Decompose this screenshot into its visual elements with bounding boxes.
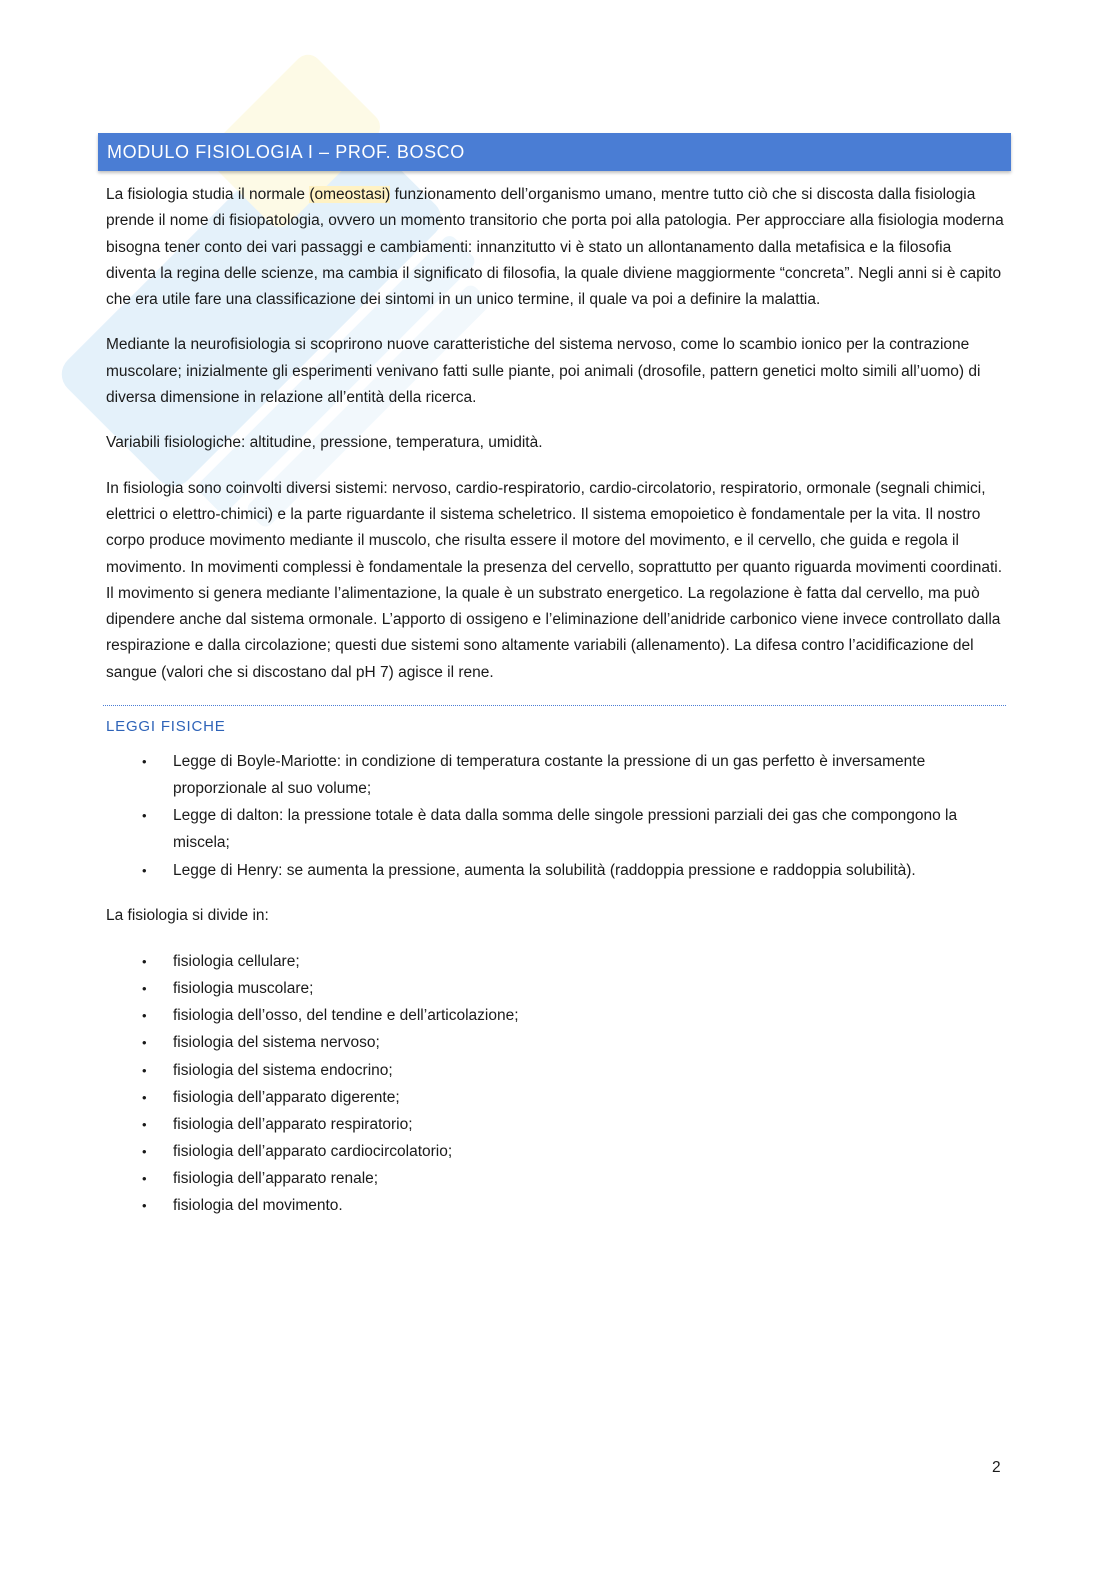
bullet-icon: • xyxy=(142,1143,147,1159)
bullet-icon: • xyxy=(142,862,147,878)
branches-list xyxy=(106,948,1004,1219)
section-divider xyxy=(103,705,1006,706)
intro-paragraph-1 xyxy=(106,182,1004,313)
bullet-icon: • xyxy=(142,1170,147,1186)
list-item: • fisiologia dell’apparato cardiocircolatorio; xyxy=(106,1138,1004,1165)
bullet-icon: • xyxy=(142,1089,147,1105)
list-item: • fisiologia del movimento. xyxy=(106,1192,1004,1219)
list-item: • fisiologia dell’apparato renale; xyxy=(106,1165,1004,1192)
intro-p1-rest: funzionamento dell’organismo umano, mentre tutto ciò che si discosta dalla fisiologia prende il nome di fisiopatologia, ovvero un momento transitorio che porta poi alla patologia. Per approcciare alla fisiologia moderna bisogna tener conto dei vari passaggi e cambiamenti: innanzitutto vi è stato un allontanamento dalla metafisica e la filosofia diventa la regina delle scienze, ma cambia il significato di filosofia, la quale diviene maggiormente “concreta”. Negli anni si è capito che era utile fare una classificazione dei sintomi in un unico termine, il quale va poi a definire la malattia. xyxy=(106,186,1004,309)
section-heading-laws: LEGGI FISICHE xyxy=(106,718,226,736)
page-number: 2 xyxy=(992,1459,1001,1476)
bullet-icon: • xyxy=(142,981,147,997)
list-item: • fisiologia del sistema nervoso; xyxy=(106,1029,1004,1056)
list-item: • fisiologia dell’apparato respiratorio; xyxy=(106,1111,1004,1138)
list-item: • Legge di Boyle-Mariotte: in condizione di temperatura costante la pressione di un gas perfetto è inversamente proporzionale al suo volume; xyxy=(106,749,1004,802)
bullet-icon: • xyxy=(142,1008,147,1024)
bullet-icon: • xyxy=(142,1062,147,1078)
branches-intro: La fisiologia si divide in: xyxy=(106,906,269,924)
bullet-icon: • xyxy=(142,754,147,770)
intro-p1-start: La fisiologia studia il normale xyxy=(106,186,310,203)
list-item: • fisiologia dell’apparato digerente; xyxy=(106,1084,1004,1111)
bullet-icon: • xyxy=(142,808,147,824)
intro-paragraph-3: Variabili fisiologiche: altitudine, pressione, temperatura, umidità. xyxy=(106,434,543,452)
bullet-icon: • xyxy=(142,954,147,970)
bullet-icon: • xyxy=(142,1197,147,1213)
list-item: • fisiologia del sistema endocrino; xyxy=(106,1057,1004,1084)
bullet-icon: • xyxy=(142,1035,147,1051)
main-content xyxy=(106,182,1004,1238)
list-item: • Legge di Henry: se aumenta la pressione, aumenta la solubilità (raddoppia pressione e raddoppia solubilità). xyxy=(106,858,1004,884)
module-title: MODULO FISIOLOGIA I – PROF. BOSCO xyxy=(98,133,1011,171)
intro-paragraph-4: In fisiologia sono coinvolti diversi sistemi: nervoso, cardio-respiratorio, cardio-circolatorio, respiratorio, ormonale (segnali chimici, elettrici o elettro-chimici) e la parte riguardante il sistema scheletrico. Il sistema emopoietico è fondamentale per la vita. Il nostro corpo produce movimento mediante il muscolo, che risulta essere il motore del movimento, e il cervello, che guida e regola il movimento. In movimenti complessi è fondamentale la presenza del cervello, soprattutto per quanto riguarda movimenti coordinati. Il movimento si genera mediante l’alimentazione, la quale è un substrato energetico. La regolazione è fatta dal cervello, ma può dipendere anche dal sistema ormonale. L’apporto di ossigeno e l’eliminazione dell’anidride carbonico viene invece controllato dalla respirazione e dalla circolazione; questi due sistemi sono altamente variabili (allenamento). La difesa contro l’acidificazione del sangue (valori che si discostano dal pH 7) agisce il rene. xyxy=(106,479,1003,681)
bullet-icon: • xyxy=(142,1116,147,1132)
highlighted-term: (omeostasi) xyxy=(309,186,391,203)
intro-paragraph-2: Mediante la neurofisiologia si scoprirono nuove caratteristiche del sistema nervoso, come lo scambio ionico per la contrazione muscolare; inizialmente gli esperimenti venivano fatti sulle piante, poi animali (drosofile, pattern genetici molto simili all’uomo) di diversa dimensione in relazione all’entità della ricerca. xyxy=(106,336,981,407)
list-item: • fisiologia cellulare; xyxy=(106,948,1004,975)
list-item: • Legge di dalton: la pressione totale è data dalla somma delle singole pressioni parziali dei gas che compongono la miscela; xyxy=(106,803,1004,856)
list-item: • fisiologia muscolare; xyxy=(106,975,1004,1002)
laws-list xyxy=(106,749,1004,883)
list-item: • fisiologia dell’osso, del tendine e dell’articolazione; xyxy=(106,1002,1004,1029)
